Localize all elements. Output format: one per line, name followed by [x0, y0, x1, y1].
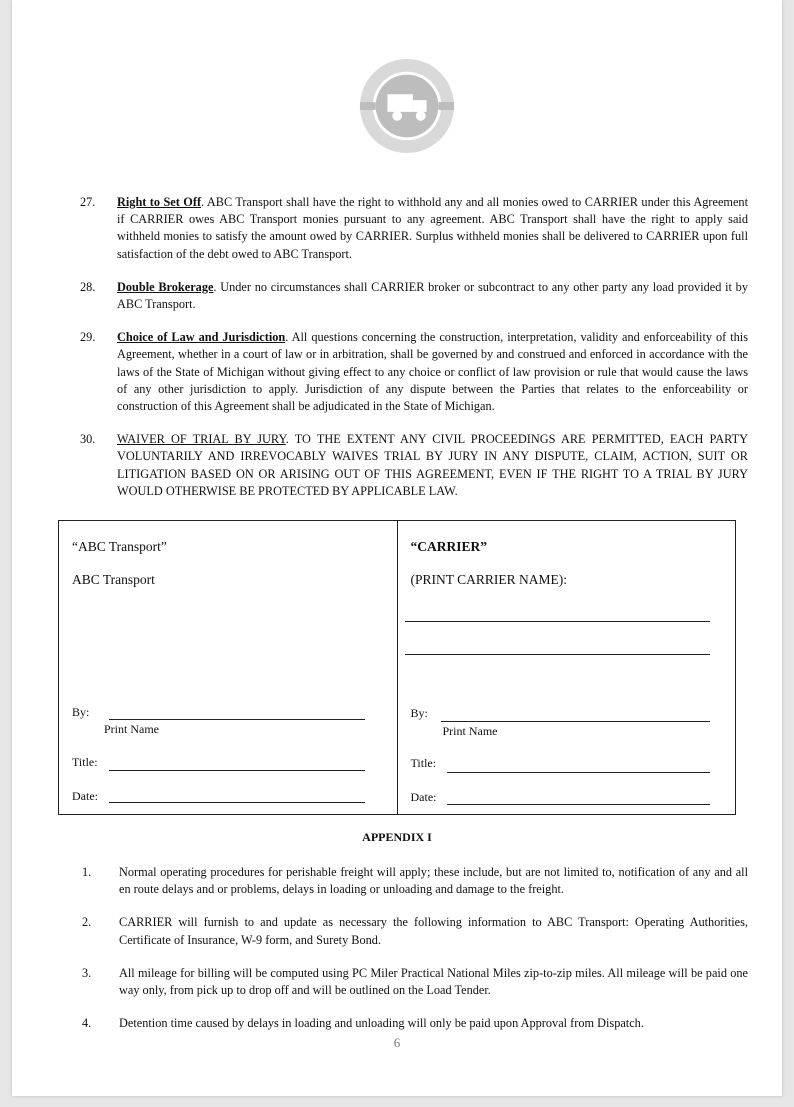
by-signature-line[interactable] — [441, 721, 710, 722]
party-name: ABC Transport — [72, 572, 155, 587]
signature-abc — [59, 521, 397, 814]
date-line[interactable] — [109, 802, 365, 803]
date-line[interactable] — [447, 804, 710, 805]
document-page — [12, 0, 782, 1096]
appendix-item: 2. CARRIER will furnish to and update as necessary the following information to ABC Transport: Operating Authorities, Certificate of Insurance, W-9 form, and Surety Bond. — [82, 915, 748, 947]
party-heading: “ABC Transport” — [72, 539, 167, 554]
party-heading: “CARRIER” — [410, 539, 488, 554]
print-name-label: Print Name — [104, 722, 159, 736]
by-label: By: — [72, 705, 90, 719]
carrier-name-line-2[interactable] — [405, 654, 710, 655]
title-label: Title: — [72, 755, 98, 769]
carrier-name-line-1[interactable] — [405, 621, 710, 622]
clause-29: 29. Choice of Law and Jurisdiction. All questions concerning the construction, interpretation, validity and enforceability of this Agreement, whether in a court of law or in arbitration, shall be governed by and construed and enforced in accordance with the laws of the State of Michigan without giving effect to any choice or conflict of law provision or rule that would cause the laws of any other jurisdiction to apply. Jurisdiction of any dispute between the Parties that relates to the enforceability or construction of this Agreement shall be adjudicated in the State of Michigan. — [80, 330, 748, 414]
date-label: Date: — [72, 789, 98, 803]
title-line[interactable] — [447, 772, 710, 773]
title-label: Title: — [410, 756, 437, 770]
appendix-list — [80, 864, 748, 1048]
appendix-item: 4. Detention time caused by delays in loading and unloading will only be paid upon Approval from Dispatch. — [82, 1016, 644, 1031]
carrier-name-label: (PRINT CARRIER NAME): — [410, 572, 568, 587]
appendix-title: APPENDIX I — [362, 830, 432, 844]
page-number: 6 — [393, 1035, 401, 1050]
clause-title: Right to Set Off — [117, 195, 202, 209]
clause-title: WAIVER OF TRIAL BY JURY — [117, 432, 286, 447]
date-label: Date: — [410, 790, 437, 804]
print-name-label: Print Name — [442, 724, 498, 738]
by-signature-line[interactable] — [109, 719, 365, 720]
clause-title: Double Brokerage — [117, 279, 214, 294]
clause-30: 30. WAIVER OF TRIAL BY JURY. TO THE EXTENT ANY CIVIL PROCEEDINGS ARE PERMITTED, EACH PARTY VOLUNTARILY AND IRREVOCABLY WAIVES TRIAL BY JURY IN ANY DISPUTE, CLAIM, ACTION, SUIT OR LITIGATION BASED ON OR ARISING OUT OF THIS AGREEMENT, EVEN IF THE RIGHT TO A TRIAL BY JURY WOULD OTHERWISE BE PROTECTED BY APPLICABLE LAW. — [80, 432, 748, 498]
signature-table — [58, 520, 736, 815]
appendix-item: 3. All mileage for billing will be computed using PC Miler Practical National Miles zip-to-zip miles. All mileage will be paid one way only, from pick up to drop off and will be outlined on the Load Tender. — [82, 965, 748, 998]
appendix-item: 1. Normal operating procedures for perishable freight will apply; these include, but are not limited to, notification of any and all en route delays and or problems, delays in loading or unloading and damage to the freight. — [82, 865, 748, 897]
title-line[interactable] — [109, 770, 365, 771]
clauses-list — [80, 194, 748, 516]
by-label: By: — [410, 706, 428, 720]
clause-title: Choice of Law and Jurisdiction — [117, 330, 286, 345]
company-logo — [358, 57, 456, 155]
clause-28: 28. Double Brokerage. Under no circumstances shall CARRIER broker or subcontract to any other party any load provided it by ABC Transport. — [80, 279, 748, 312]
signature-carrier — [397, 521, 736, 814]
clause-27: 27. Right to Set Off. ABC Transport shall have the right to withhold any and all monies owed to CARRIER under this Agreement if CARRIER owes ABC Transport monies pursuant to any agreement. ABC Transport shall have the right to apply said withheld monies to satisfy the amount owed by CARRIER. Surplus withheld monies shall be delivered to CARRIER upon full satisfaction of the debt owed to ABC Transport. — [80, 195, 748, 261]
